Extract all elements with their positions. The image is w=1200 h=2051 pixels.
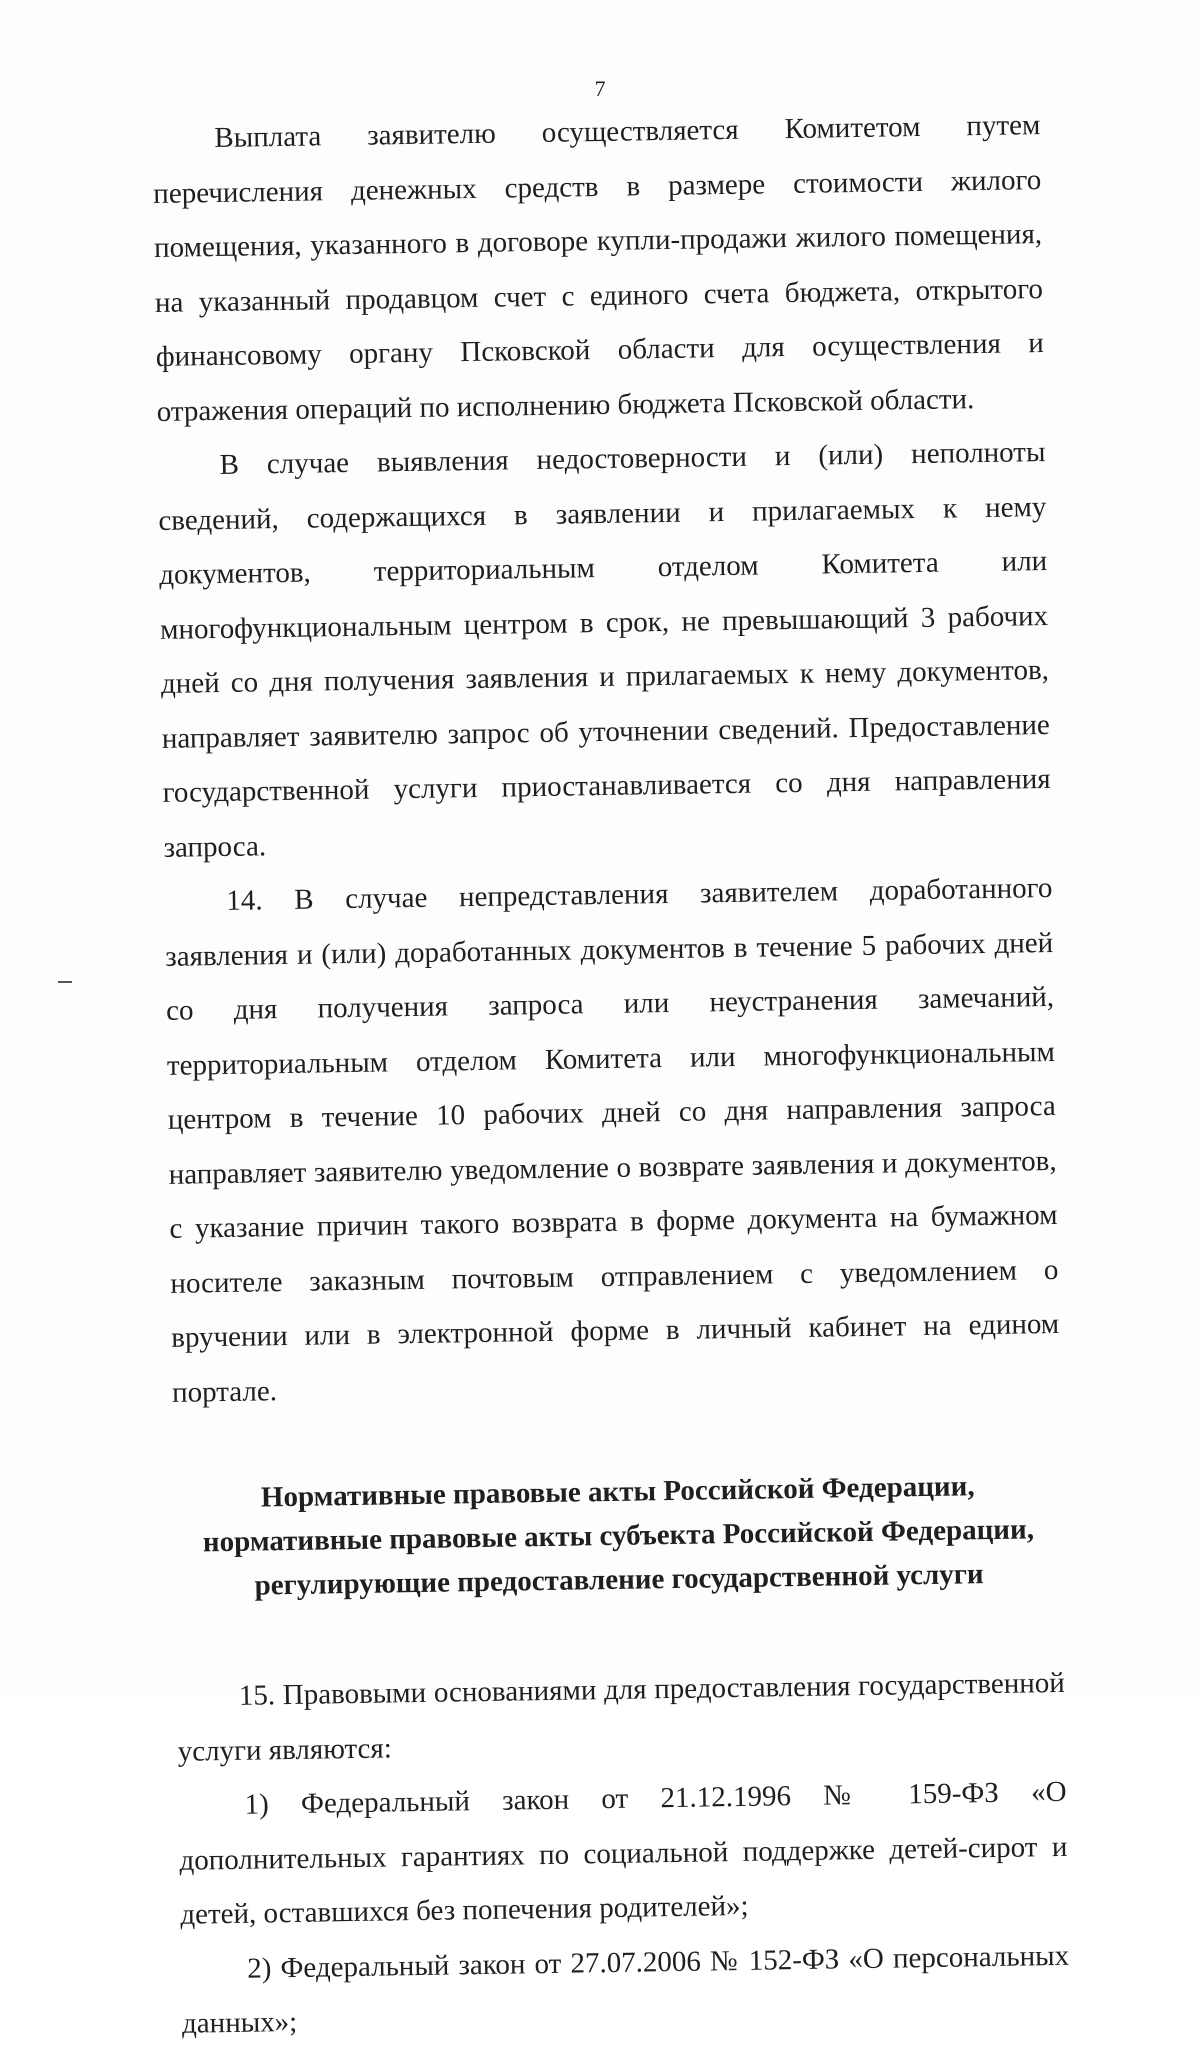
document-body	[152, 98, 1070, 2051]
paragraph-payment: Выплата заявителю осуществляется Комитетом путем перечисления денежных средств в размере стоимости жилого помещения, указанного в договоре купли-продажи жилого помещения, на указанный продавцом счет с единого счета бюджета, открытого финансовому органу Псковской области для осуществления и отражения операций по исполнению бюджета Псковской области.	[153, 109, 1044, 428]
section-heading: Нормативные правовые акты Российской Федерации, нормативные правовые акты субъекта Российской Федерации, регулирующие предоставление государственной услуги	[202, 1470, 1035, 1602]
list-item: 2) Федеральный закон от 27.07.2006 № 152-ФЗ «О персональных данных»;	[181, 1939, 1070, 2040]
margin-mark	[58, 981, 72, 983]
paragraph-15: 15. Правовыми основаниями для предоставления государственной услуги являются:	[177, 1666, 1066, 1768]
paragraph-inaccuracy: В случае выявления недостоверности и (или) неполноты сведений, содержащихся в заявлении и прилагаемых к нему документов, территориальным отделом Комитета или многофункциональным центром в срок, не превышающий 3 рабочих дней со дня получения заявления и прилагаемых к нему документов, направляет заявителю запрос об уточнении сведений. Предоставление государственной услуги приостанавливается со дня направления запроса.	[158, 436, 1051, 864]
list-item: 1) Федеральный закон от 21.12.1996 № 159-ФЗ «О дополнительных гарантиях по социальной поддержке детей-сирот и детей, оставшихся без попечения родителей»;	[179, 1775, 1068, 1931]
page-number: 7	[594, 76, 606, 101]
paragraph-14: 14. В случае непредставления заявителем доработанного заявления и (или) доработанных документов в течение 5 рабочих дней со дня получения запроса или неустранения замечаний, территориальным отделом Комитета или многофункциональным центром в течение 10 рабочих дней со дня направления запроса направляет заявителю уведомление о возврате заявления и документов, с указание причин такого возврата в форме документа на бумажном носителе заказным почтовым отправлением с уведомлением о вручении или в электронной форме в личный кабинет на едином портале.	[165, 871, 1060, 1409]
